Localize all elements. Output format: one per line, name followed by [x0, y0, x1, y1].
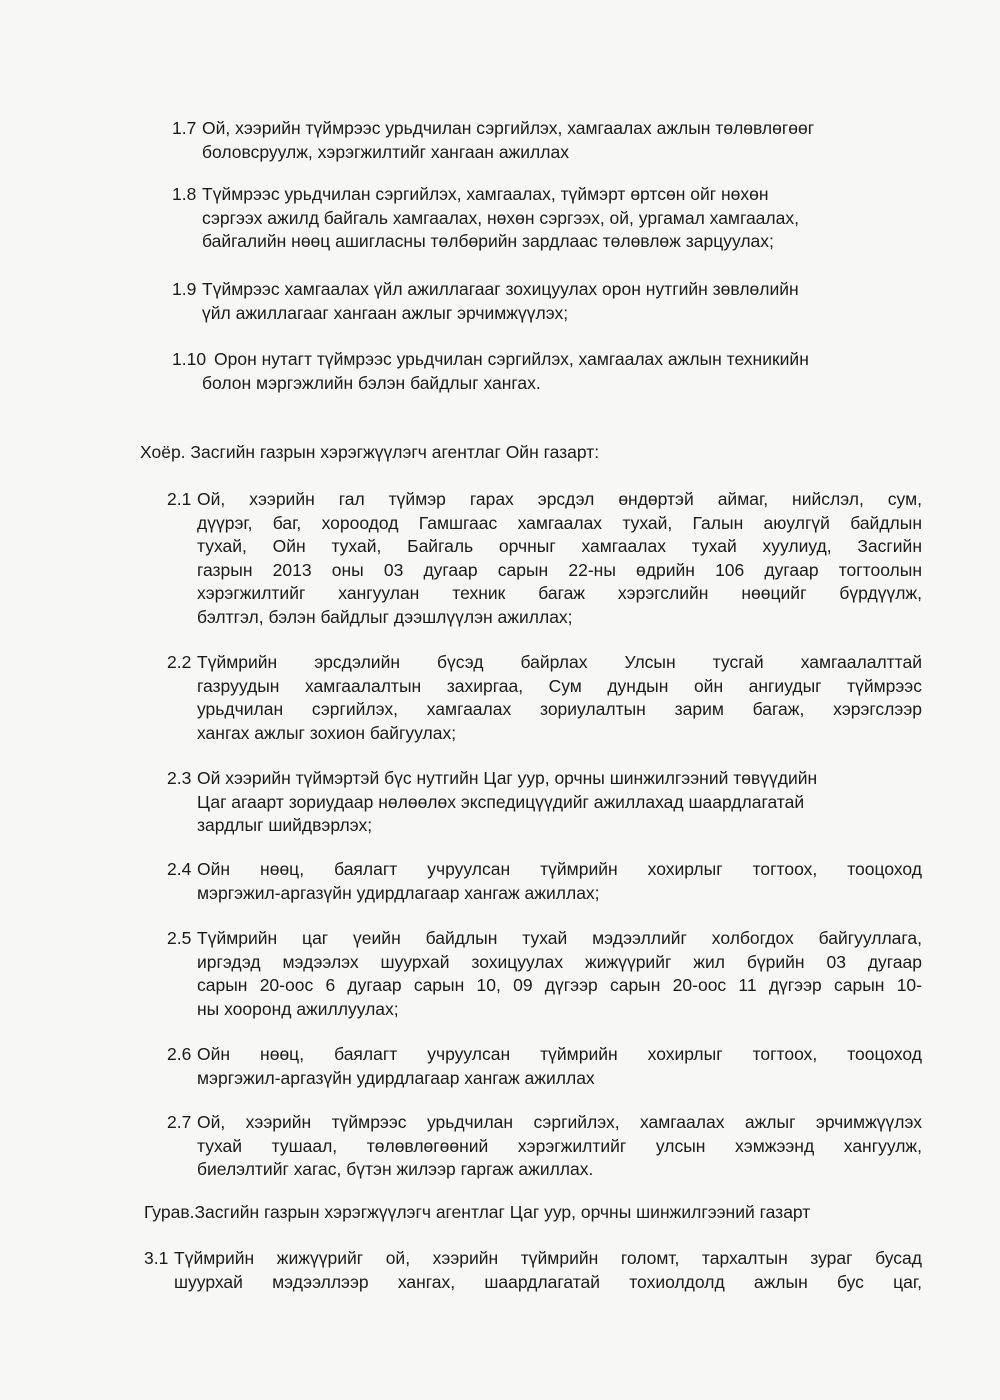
item-line: байгалийн нөөц ашигласны төлбөрийн зардлаас төлөвлөж зарцуулах;	[202, 231, 774, 251]
item-line: бэлтгэл, бэлэн байдлыг дээшлүүлэн ажиллах;	[197, 606, 573, 627]
item-line: хангах ажлыг зохион байгуулах;	[197, 722, 457, 743]
item-line: шуурхай мэдээллээр хангах, шаардлагатай тохиолдолд ажлын бус цаг,	[174, 1271, 922, 1292]
list-item-2-7	[167, 1111, 922, 1182]
list-item-1-7	[172, 117, 932, 164]
list-item-3-1	[144, 1247, 922, 1294]
item-line: мэргэжил-аргазүйн удирдлагаар хангаж ажиллах	[197, 1067, 595, 1088]
list-item-2-6	[167, 1043, 922, 1090]
item-line: болон мэргэжлийн бэлэн байдлыг хангах.	[202, 372, 541, 393]
item-line: зардлыг шийдвэрлэх;	[197, 815, 373, 835]
list-item-1-8	[172, 183, 932, 254]
item-line: сэргээх ажилд байгаль хамгаалах, нөхөн сэргээх, ой, ургамал хамгаалах,	[202, 207, 799, 228]
list-item-2-5	[167, 927, 922, 1021]
item-number: 2.6	[167, 1044, 192, 1064]
item-number: 2.5	[167, 928, 192, 948]
section-heading-2: Хоёр. Засгийн газрын хэрэгжүүлэгч агентлаг Ойн газарт:	[140, 442, 600, 462]
item-line: газруудын хамгаалалтын захиргаа, Сум дундын ойн ангиудыг түймрээс	[197, 675, 922, 696]
item-line: мэргэжил-аргазүйн удирдлагаар хангаж ажиллах;	[197, 882, 600, 903]
section-heading-3: Гурав.Засгийн газрын хэрэгжүүлэгч агентлаг Цаг уур, орчны шинжилгээний газарт	[144, 1202, 811, 1222]
list-item-2-1	[167, 488, 922, 629]
item-line: иргэдэд мэдээлэх шуурхай зохицуулах жижүүрийг жил бүрийн 03 дугаар	[197, 951, 922, 972]
item-line: Түймрээс урьдчилан сэргийлэх, хамгаалах, түймэрт өртсөн ойг нөхөн	[202, 184, 769, 204]
item-number: 1.9	[172, 279, 197, 299]
item-number: 1.7	[172, 118, 197, 138]
item-line: боловсруулж, хэрэгжилтийг хангаан ажиллах	[202, 141, 569, 162]
item-line: Орон нутагт түймрээс урьдчилан сэргийлэх, хамгаалах ажлын техникийн	[214, 349, 809, 369]
item-line: Түймрийн цаг үеийн байдлын тухай мэдээллийг холбогдох байгууллага,	[197, 928, 922, 948]
item-number: 2.1	[167, 489, 192, 509]
item-number: 3.1	[144, 1248, 169, 1268]
item-line: дүүрэг, баг, хороодод Гамшгаас хамгаалах тухай, Галын аюулгүй байдлын	[197, 512, 922, 533]
list-item-2-3	[167, 767, 922, 838]
item-line: үйл ажиллагааг хангаан ажлыг эрчимжүүлэх;	[202, 302, 569, 323]
item-number: 2.3	[167, 768, 192, 788]
list-item-2-4	[167, 858, 922, 905]
list-item-2-2	[167, 651, 922, 745]
item-line: Түймрээс хамгаалах үйл ажиллагааг зохицуулах орон нутгийн зөвлөлийн	[202, 279, 799, 299]
item-number: 1.8	[172, 184, 197, 204]
item-number: 2.2	[167, 652, 192, 672]
item-line: Ой, хээрийн гал түймэр гарах эрсдэл өндөртэй аймаг, нийслэл, сум,	[197, 489, 922, 509]
item-line: Ой, хээрийн түймрээс урьдчилан сэргийлэх, хамгаалах ажлыг эрчимжүүлэх	[197, 1112, 922, 1132]
list-item-1-10	[172, 348, 932, 395]
item-line: хэрэгжилтийг хангуулан техник багаж хэрэгслийн нөөцийг бүрдүүлж,	[197, 583, 922, 603]
item-line: Ой хээрийн түймэртэй бүс нутгийн Цаг уур, орчны шинжилгээний төвүүдийн	[197, 768, 818, 788]
item-line: сарын 20-оос 6 дугаар сарын 10, 09 дүгээр сарын 20-оос 11 дүгээр сарын 10-	[197, 975, 922, 995]
item-line: ны хооронд ажиллуулах;	[197, 998, 399, 1019]
item-line: тухай тушаал, төлөвлөгөөний хэрэгжилтийг улсын хэмжээнд хангуулж,	[197, 1135, 922, 1156]
item-line: урьдчилан сэргийлэх, хамгаалах зориулалтын зарим багаж, хэрэгслээр	[197, 699, 922, 719]
item-number: 2.4	[167, 859, 192, 879]
item-line: Ойн нөөц, баялагт учруулсан түймрийн хохирлыг тогтоох, тооцоход	[197, 1044, 922, 1064]
list-item-1-9	[172, 278, 932, 325]
item-line: Түймрийн жижүүрийг ой, хээрийн түймрийн голомт, тархалтын зураг бусад	[174, 1248, 922, 1268]
item-line: Түймрийн эрсдэлийн бүсэд байрлах Улсын тусгай хамгаалалттай	[197, 652, 922, 672]
item-line: Цаг агаарт зориудаар нөлөөлөх экспедицүүдийг ажиллахад шаардлагатай	[197, 791, 805, 812]
item-line: Ой, хээрийн түймрээс урьдчилан сэргийлэх, хамгаалах ажлын төлөвлөгөөг	[202, 118, 815, 138]
item-line: Ойн нөөц, баялагт учруулсан түймрийн хохирлыг тогтоох, тооцоход	[197, 859, 922, 879]
item-number: 2.7	[167, 1112, 192, 1132]
item-number: 1.10	[172, 349, 207, 369]
item-line: биелэлтийг хагас, бүтэн жилээр гаргаж ажиллах.	[197, 1159, 594, 1179]
item-line: газрын 2013 оны 03 дугаар сарын 22-ны өдрийн 106 дугаар тогтоолын	[197, 559, 922, 580]
item-line: тухай, Ойн тухай, Байгаль орчныг хамгаалах тухай хуулиуд, Засгийн	[197, 536, 922, 556]
